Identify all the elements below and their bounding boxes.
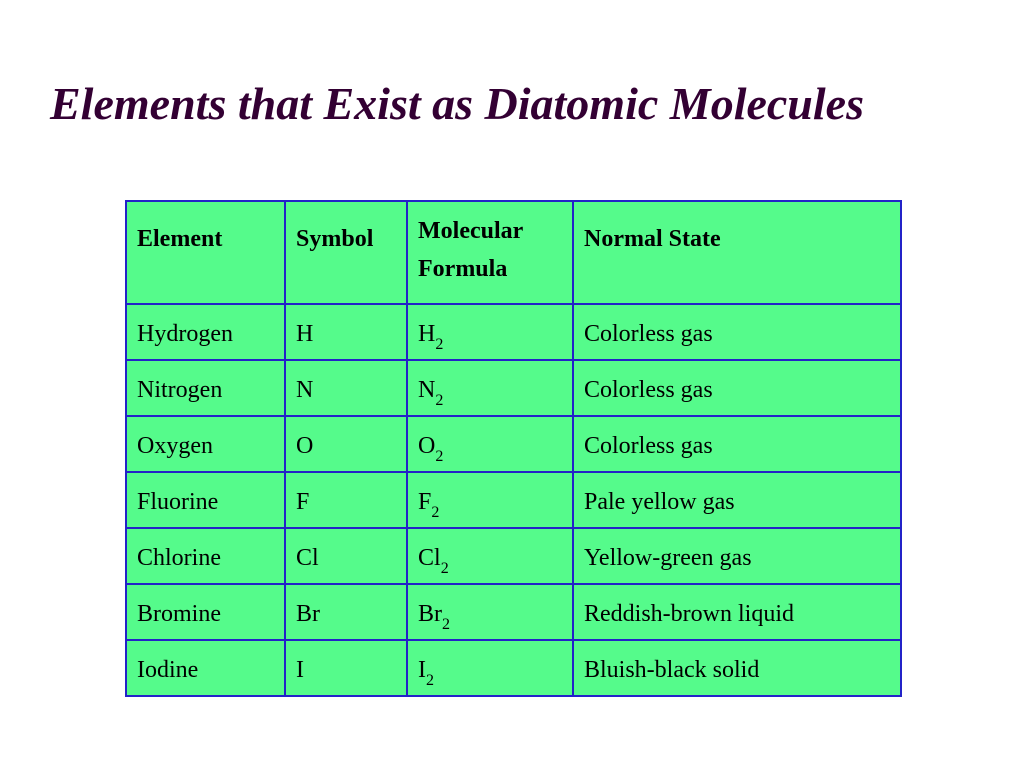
header-normal-state: Normal State [573, 201, 901, 304]
header-element: Element [126, 201, 285, 304]
cell-formula [407, 304, 573, 360]
cell-formula [407, 584, 573, 640]
cell-symbol: H [285, 304, 407, 360]
cell-formula [407, 472, 573, 528]
formula-subscript: 2 [440, 560, 449, 577]
table-row [126, 640, 901, 696]
cell-element: Bromine [126, 584, 285, 640]
header-formula-line1: Molecular [418, 218, 524, 244]
cell-element: Nitrogen [126, 360, 285, 416]
cell-symbol: I [285, 640, 407, 696]
cell-element: Iodine [126, 640, 285, 696]
table-row [126, 360, 901, 416]
cell-state: Colorless gas [573, 360, 901, 416]
cell-state: Pale yellow gas [573, 472, 901, 528]
formula-base: Br [418, 601, 442, 627]
cell-element: Hydrogen [126, 304, 285, 360]
cell-formula [407, 528, 573, 584]
formula-base: O [418, 433, 436, 459]
cell-element: Oxygen [126, 416, 285, 472]
cell-symbol: N [285, 360, 407, 416]
header-symbol: Symbol [285, 201, 407, 304]
cell-formula [407, 640, 573, 696]
cell-state: Bluish-black solid [573, 640, 901, 696]
cell-element: Fluorine [126, 472, 285, 528]
table-row [126, 304, 901, 360]
header-formula-line2: Formula [418, 256, 508, 282]
formula-base: H [418, 321, 436, 347]
header-molecular-formula [407, 201, 573, 304]
cell-element: Chlorine [126, 528, 285, 584]
formula-base: F [418, 489, 432, 515]
formula-subscript: 2 [426, 672, 434, 689]
formula-subscript: 2 [431, 504, 440, 521]
formula-base: N [418, 377, 436, 403]
formula-subscript: 2 [435, 448, 444, 465]
cell-symbol: O [285, 416, 407, 472]
formula-subscript: 2 [435, 392, 444, 409]
cell-formula [407, 360, 573, 416]
cell-symbol: F [285, 472, 407, 528]
slide-title: Elements that Exist as Diatomic Molecules [50, 78, 864, 129]
cell-formula [407, 416, 573, 472]
table-row [126, 528, 901, 584]
formula-base: Cl [418, 545, 441, 571]
table-row [126, 584, 901, 640]
cell-state: Reddish-brown liquid [573, 584, 901, 640]
cell-symbol: Cl [285, 528, 407, 584]
formula-subscript: 2 [442, 616, 450, 633]
table-row [126, 472, 901, 528]
formula-subscript: 2 [435, 336, 444, 353]
cell-state: Yellow-green gas [573, 528, 901, 584]
cell-state: Colorless gas [573, 416, 901, 472]
diatomic-elements-table [125, 200, 902, 697]
cell-symbol: Br [285, 584, 407, 640]
cell-state: Colorless gas [573, 304, 901, 360]
table-row [126, 416, 901, 472]
table-header-row [126, 201, 901, 304]
formula-base: I [418, 657, 426, 683]
